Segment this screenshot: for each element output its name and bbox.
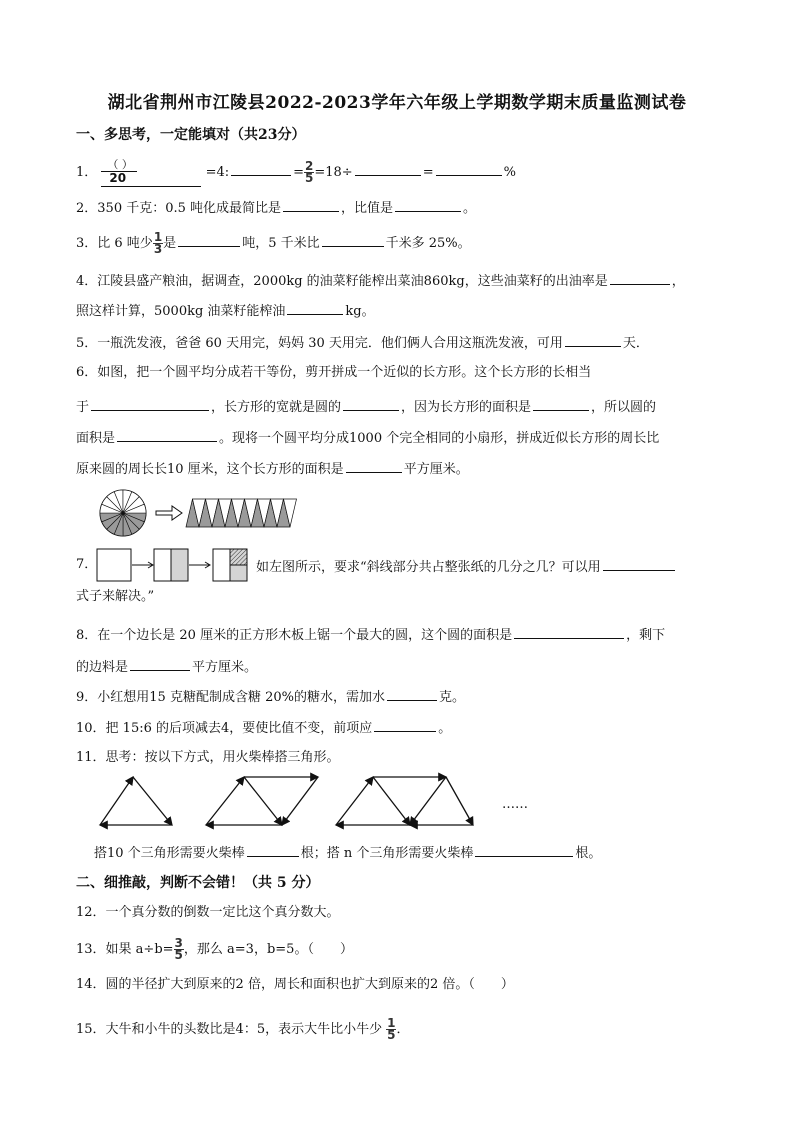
blank-8b[interactable] [130,656,190,671]
paper-fold-figure [96,547,258,583]
matchstick-triangles-figure [96,770,486,832]
question-8-line-2: 的边料是 平方厘米。 [76,656,257,677]
question-7: 7． [76,557,98,572]
question-4-line-1: 4．江陵县盛产粮油，据调查，2000kg 的油菜籽能榨出菜油860kg，这些油菜籽的出油率是 ， [76,270,685,291]
whole-paper-square [97,549,131,581]
blank-6b[interactable] [343,396,399,411]
section-1-heading: 一、多思考，一定能填对（共23分） [76,127,306,143]
blank-2a[interactable] [283,197,339,212]
question-6-line-1: 6．如图，把一个圆平均分成若干等份，剪开拼成一个近似的长方形。这个长方形的长相当 [76,365,592,380]
one-triangle [100,777,172,825]
blank-5[interactable] [565,332,621,347]
blank-1a[interactable] [231,161,291,176]
blank-6d[interactable] [117,427,217,442]
fraction-1-3: $\frac{1}{3}$ [153,230,163,256]
question-11-answer-line: 搭10 个三角形需要火柴棒 根；搭 n 个三角形需要火柴棒 根。 [94,842,601,863]
blank-10[interactable] [374,717,436,732]
blank-9[interactable] [387,686,437,701]
question-8-line-1: 8．在一个边长是 20 厘米的正方形木板上锯一个最大的圆，这个圆的面积是 ，剩下 [76,624,665,645]
question-6-line-3: 面积是 。现将一个圆平均分成1000 个完全相同的小扇形，拼成近似长方形的周长比 [76,427,659,448]
question-12: 12．一个真分数的倒数一定比这个真分数大。 [76,905,340,920]
fraction-3-5: $\frac{3}{5}$ [174,936,183,962]
blank-3a[interactable] [178,232,240,247]
ellipsis: …… [502,797,528,812]
blank-4b[interactable] [287,300,343,315]
blank-6c[interactable] [533,396,589,411]
question-15: 15．大牛和小牛的头数比是4：5，表示大牛比小牛少 $\frac{1}{5}$ ． [76,1016,410,1042]
q1-fraction: （ ） 20 [101,158,201,187]
blank-6e[interactable] [346,458,402,473]
circle-to-rectangle-figure [96,488,306,540]
three-triangles [336,777,473,825]
question-13: 13．如果 a÷b= $\frac{3}{5}$ ，那么 a=3，b=5。（ ） [76,936,353,962]
question-9: 9．小红想用15 克糖配制成含糖 20%的糖水，需加水 克。 [76,686,465,707]
blank-1c[interactable] [436,161,502,176]
blank-7[interactable] [603,556,675,571]
question-7-line-2: 式子来解决。” [76,589,155,604]
blank-3b[interactable] [322,232,384,247]
blank-6a[interactable] [91,396,209,411]
question-6-line-2: 于 ，长方形的宽就是圆的 ，因为长方形的面积是 ，所以圆的 [76,396,656,417]
fraction-1-5: $\frac{1}{5}$ [387,1016,396,1042]
question-7-text: 如左图所示，要求“斜线部分共占整张纸的几分之几？可以用 [256,556,677,577]
question-11: 11．思考：按以下方式，用火柴棒搭三角形。 [76,750,340,765]
divided-circle [100,490,146,536]
blank-8a[interactable] [514,624,624,639]
blank-11a[interactable] [247,842,299,857]
blank-2b[interactable] [395,197,461,212]
question-3: 3．比 6 吨少 $\frac{1}{3}$ 是 吨，5 千米比 千米多 25%。 [76,230,471,256]
question-14: 14．圆的半径扩大到原来的2 倍，周长和面积也扩大到原来的2 倍。（ ） [76,977,514,992]
two-triangles [206,777,318,825]
question-2: 2．350 千克：0.5 吨化成最简比是 ，比值是 。 [76,197,476,218]
fraction-2-5: $\frac{2}{5}$ [305,159,314,185]
question-5: 5．一瓶洗发液，爸爸 60 天用完，妈妈 30 天用完．他们俩人合用这瓶洗发液，可用 天． [76,332,649,353]
blank-1b[interactable] [355,161,421,176]
section-2-heading: 二、细推敲，判断不会错！（共 5 分） [76,875,320,891]
question-4-line-2: 照这样计算，5000kg 油菜籽能榨油 kg。 [76,300,375,321]
arrow-icon [156,506,182,520]
page-title: 湖北省荆州市江陵县2022-2023学年六年级上学期数学期末质量监测试卷 [107,93,687,113]
blank-4a[interactable] [610,270,670,285]
question-6-line-4: 原来圆的周长长10 厘米，这个长方形的面积是 平方厘米。 [76,458,469,479]
question-10: 10．把 15:6 的后项减去4，要使比值不变，前项应 。 [76,717,451,738]
question-1: 1． （ ） 20 =4: = $\frac{2}{5}$ =18÷ = % [76,158,516,185]
approx-rectangle [186,499,297,527]
blank-11b[interactable] [475,842,573,857]
